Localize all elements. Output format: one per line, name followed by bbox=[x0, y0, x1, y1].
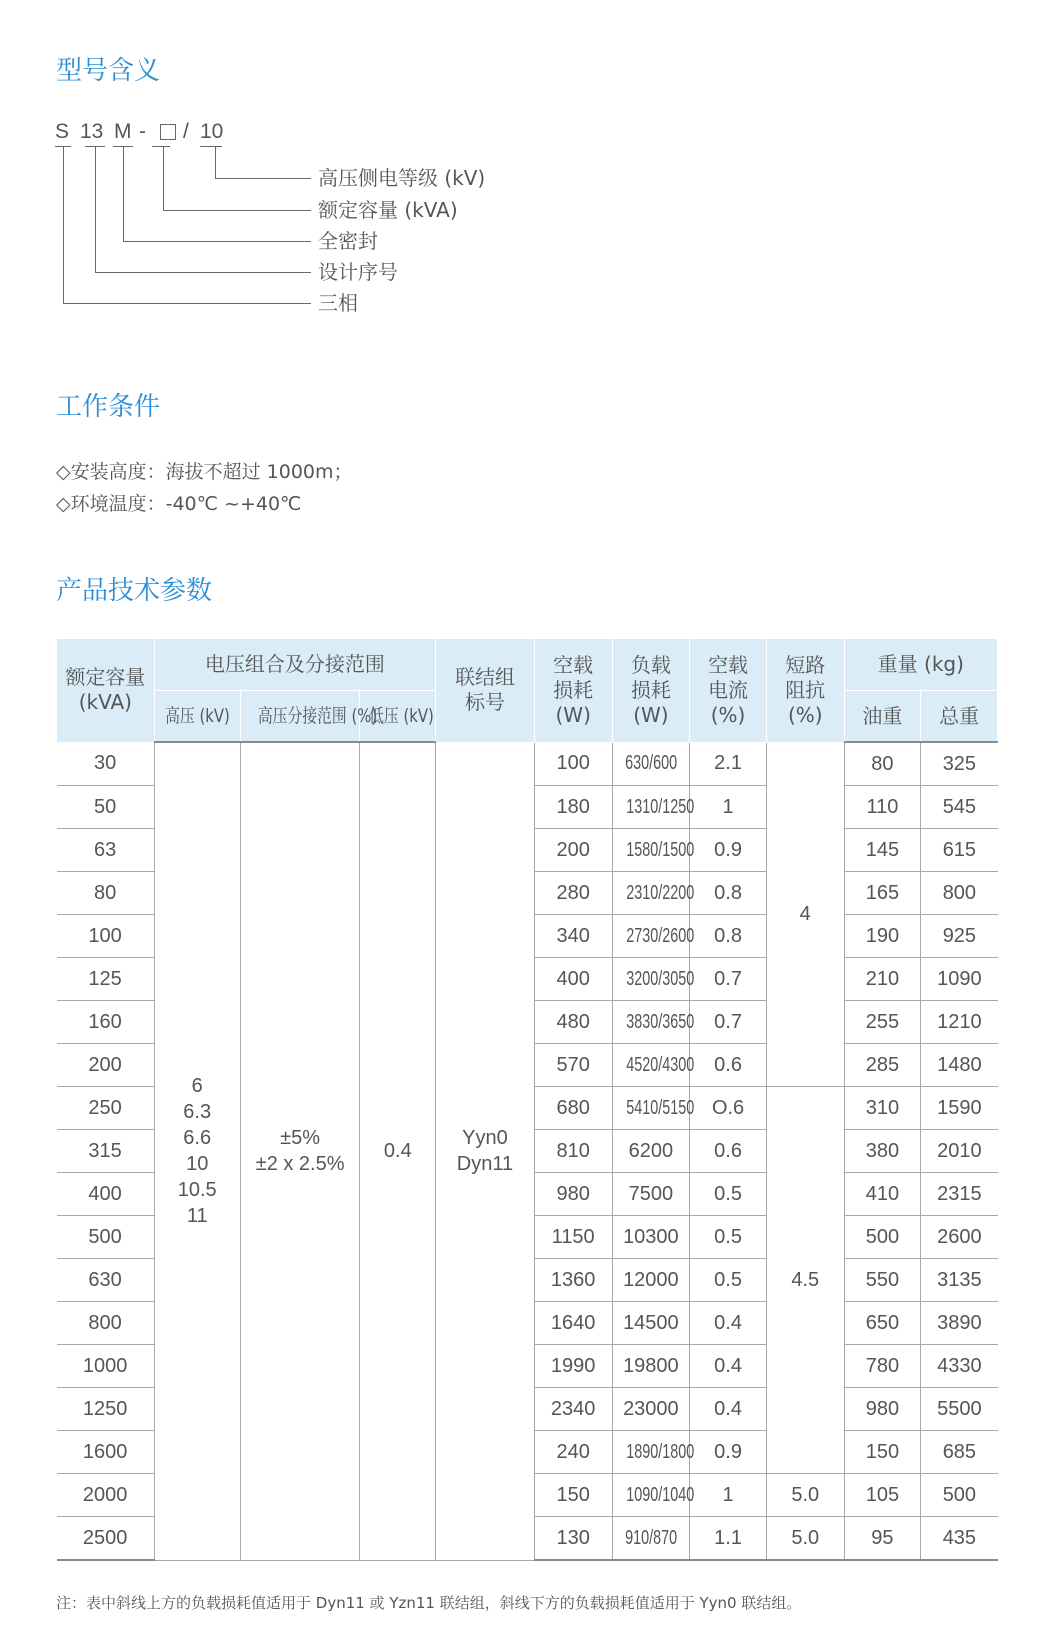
leader-line bbox=[95, 272, 311, 273]
section-title-model-meaning: 型号含义 bbox=[56, 56, 161, 86]
code-s: S bbox=[55, 120, 70, 143]
cell-no-load-loss: 2340 bbox=[534, 1388, 612, 1431]
code-series: 13 bbox=[80, 120, 104, 143]
cell-capacity: 125 bbox=[57, 958, 155, 1001]
cell-oil-weight: 500 bbox=[844, 1216, 921, 1259]
cell-no-load-current: 0.7 bbox=[690, 958, 767, 1001]
cell-no-load-current: 0.5 bbox=[690, 1259, 767, 1302]
header-hv: 高压 (kV) bbox=[154, 691, 240, 743]
cell-no-load-current: 0.8 bbox=[690, 872, 767, 915]
cell-total-weight: 4330 bbox=[921, 1345, 998, 1388]
header-connection: 联结组 标号 bbox=[436, 639, 535, 743]
cell-no-load-current: 1 bbox=[690, 1474, 767, 1517]
leader-line bbox=[63, 146, 64, 303]
leader-line bbox=[215, 178, 311, 179]
cell-total-weight: 1590 bbox=[921, 1087, 998, 1130]
leader-line bbox=[63, 303, 311, 304]
cell-connection-merged: Yyn0 Dyn11 bbox=[436, 742, 535, 1560]
cell-no-load-current: 1 bbox=[690, 786, 767, 829]
header-lv: 低压 (kV) bbox=[360, 691, 436, 743]
spec-table bbox=[56, 638, 998, 1561]
cell-oil-weight: 110 bbox=[844, 786, 921, 829]
cell-total-weight: 800 bbox=[921, 872, 998, 915]
header-total-weight: 总重 bbox=[921, 691, 998, 743]
cell-no-load-loss: 810 bbox=[534, 1130, 612, 1173]
cell-no-load-current: 0.5 bbox=[690, 1216, 767, 1259]
cell-no-load-loss: 180 bbox=[534, 786, 612, 829]
cell-load-loss: 7500 bbox=[612, 1173, 690, 1216]
cell-impedance-merged: 4.5 bbox=[766, 1087, 844, 1474]
cell-no-load-current: 0.6 bbox=[690, 1130, 767, 1173]
cell-capacity: 500 bbox=[57, 1216, 155, 1259]
cell-no-load-loss: 1150 bbox=[534, 1216, 612, 1259]
cell-capacity: 50 bbox=[57, 786, 155, 829]
cell-oil-weight: 980 bbox=[844, 1388, 921, 1431]
cell-capacity: 400 bbox=[57, 1173, 155, 1216]
cell-no-load-current: 0.6 bbox=[690, 1044, 767, 1087]
cell-capacity: 1000 bbox=[57, 1345, 155, 1388]
cell-oil-weight: 650 bbox=[844, 1302, 921, 1345]
cell-capacity: 800 bbox=[57, 1302, 155, 1345]
code-dash: - bbox=[139, 120, 146, 143]
cell-no-load-current: 1.1 bbox=[690, 1517, 767, 1561]
cell-capacity: 80 bbox=[57, 872, 155, 915]
header-capacity: 额定容量 (kVA) bbox=[57, 639, 155, 743]
leader-line bbox=[215, 146, 216, 178]
cell-capacity: 30 bbox=[57, 742, 155, 786]
cell-no-load-loss: 1360 bbox=[534, 1259, 612, 1302]
cell-total-weight: 5500 bbox=[921, 1388, 998, 1431]
legend-three-phase: 三相 bbox=[318, 291, 358, 315]
cell-oil-weight: 165 bbox=[844, 872, 921, 915]
cell-total-weight: 3890 bbox=[921, 1302, 998, 1345]
code-m: M bbox=[114, 120, 132, 143]
cell-tap-merged: ±5% ±2 x 2.5% bbox=[240, 742, 360, 1560]
cell-total-weight: 435 bbox=[921, 1517, 998, 1561]
cell-capacity: 100 bbox=[57, 915, 155, 958]
cell-oil-weight: 145 bbox=[844, 829, 921, 872]
cell-no-load-loss: 980 bbox=[534, 1173, 612, 1216]
cell-total-weight: 1480 bbox=[921, 1044, 998, 1087]
cell-no-load-loss: 100 bbox=[534, 742, 612, 786]
legend-fully-sealed: 全密封 bbox=[318, 229, 378, 253]
cell-oil-weight: 285 bbox=[844, 1044, 921, 1087]
cell-lv-merged: 0.4 bbox=[360, 742, 436, 1560]
cell-oil-weight: 210 bbox=[844, 958, 921, 1001]
cell-no-load-loss: 1640 bbox=[534, 1302, 612, 1345]
cell-load-loss: 23000 bbox=[612, 1388, 690, 1431]
cell-oil-weight: 550 bbox=[844, 1259, 921, 1302]
table-row bbox=[57, 742, 998, 786]
cell-capacity: 200 bbox=[57, 1044, 155, 1087]
cell-total-weight: 325 bbox=[921, 742, 998, 786]
cell-load-loss: 14500 bbox=[612, 1302, 690, 1345]
cell-no-load-current: 0.9 bbox=[690, 829, 767, 872]
header-impedance: 短路 阻抗 (%) bbox=[766, 639, 844, 743]
leader-line bbox=[123, 146, 124, 241]
cell-no-load-current: 0.4 bbox=[690, 1302, 767, 1345]
cell-no-load-current: 2.1 bbox=[690, 742, 767, 786]
underline bbox=[152, 146, 170, 147]
cell-capacity: 1600 bbox=[57, 1431, 155, 1474]
cell-load-loss: 5410/5150 bbox=[612, 1087, 690, 1130]
header-no-load-loss: 空载 损耗 (W) bbox=[534, 639, 612, 743]
cell-capacity: 2000 bbox=[57, 1474, 155, 1517]
cell-hv-merged: 6 6.3 6.6 10 10.5 11 bbox=[154, 742, 240, 1560]
header-no-load-current: 空载 电流 (%) bbox=[690, 639, 767, 743]
cell-capacity: 160 bbox=[57, 1001, 155, 1044]
cell-no-load-current: 0.5 bbox=[690, 1173, 767, 1216]
section-title-technical-params: 产品技术参数 bbox=[56, 576, 213, 606]
cell-load-loss: 19800 bbox=[612, 1345, 690, 1388]
legend-design-serial: 设计序号 bbox=[318, 260, 398, 284]
cell-total-weight: 545 bbox=[921, 786, 998, 829]
cell-load-loss: 630/600 bbox=[612, 742, 690, 786]
section-title-working-conditions: 工作条件 bbox=[56, 392, 161, 422]
cell-no-load-loss: 480 bbox=[534, 1001, 612, 1044]
cell-total-weight: 925 bbox=[921, 915, 998, 958]
header-tap-range: 高压分接范围 (%) bbox=[240, 691, 360, 743]
header-voltage-group: 电压组合及分接范围 bbox=[154, 639, 435, 691]
cell-no-load-loss: 150 bbox=[534, 1474, 612, 1517]
cell-no-load-loss: 680 bbox=[534, 1087, 612, 1130]
leader-line bbox=[163, 210, 311, 211]
cell-capacity: 250 bbox=[57, 1087, 155, 1130]
cell-load-loss: 3200/3050 bbox=[612, 958, 690, 1001]
cell-oil-weight: 190 bbox=[844, 915, 921, 958]
cell-no-load-loss: 200 bbox=[534, 829, 612, 872]
cell-oil-weight: 310 bbox=[844, 1087, 921, 1130]
header-load-loss: 负载 损耗 (W) bbox=[612, 639, 690, 743]
cell-load-loss: 12000 bbox=[612, 1259, 690, 1302]
underline bbox=[200, 146, 222, 147]
cell-total-weight: 1090 bbox=[921, 958, 998, 1001]
cell-load-loss: 2730/2600 bbox=[612, 915, 690, 958]
cell-impedance: 5.0 bbox=[766, 1517, 844, 1561]
cell-capacity: 630 bbox=[57, 1259, 155, 1302]
header-oil-weight: 油重 bbox=[844, 691, 921, 743]
cell-no-load-loss: 130 bbox=[534, 1517, 612, 1561]
cell-no-load-current: 0.4 bbox=[690, 1388, 767, 1431]
cell-capacity: 315 bbox=[57, 1130, 155, 1173]
cell-total-weight: 1210 bbox=[921, 1001, 998, 1044]
cell-total-weight: 685 bbox=[921, 1431, 998, 1474]
cell-total-weight: 3135 bbox=[921, 1259, 998, 1302]
cell-total-weight: 2600 bbox=[921, 1216, 998, 1259]
cell-capacity: 63 bbox=[57, 829, 155, 872]
cell-oil-weight: 255 bbox=[844, 1001, 921, 1044]
cell-total-weight: 2010 bbox=[921, 1130, 998, 1173]
cell-impedance: 5.0 bbox=[766, 1474, 844, 1517]
cell-no-load-current: 0.9 bbox=[690, 1431, 767, 1474]
table-footnote: 注：表中斜线上方的负载损耗值适用于 Dyn11 或 Yzn11 联结组，斜线下方的负载损耗值适用于 Yyn0 联结组。 bbox=[56, 1594, 802, 1612]
cell-no-load-loss: 280 bbox=[534, 872, 612, 915]
cell-oil-weight: 410 bbox=[844, 1173, 921, 1216]
cell-impedance-merged: 4 bbox=[766, 742, 844, 1087]
cell-load-loss: 10300 bbox=[612, 1216, 690, 1259]
leader-line bbox=[163, 146, 164, 210]
cell-no-load-current: 0.8 bbox=[690, 915, 767, 958]
cell-load-loss: 1090/1040 bbox=[612, 1474, 690, 1517]
cell-load-loss: 1890/1800 bbox=[612, 1431, 690, 1474]
code-voltage: 10 bbox=[200, 120, 224, 143]
cell-no-load-loss: 340 bbox=[534, 915, 612, 958]
cell-oil-weight: 780 bbox=[844, 1345, 921, 1388]
condition-altitude: ◇安装高度：海拔不超过 1000m； bbox=[56, 461, 353, 483]
cell-oil-weight: 150 bbox=[844, 1431, 921, 1474]
cell-no-load-loss: 1990 bbox=[534, 1345, 612, 1388]
cell-oil-weight: 95 bbox=[844, 1517, 921, 1561]
cell-load-loss: 6200 bbox=[612, 1130, 690, 1173]
cell-no-load-loss: 400 bbox=[534, 958, 612, 1001]
cell-total-weight: 2315 bbox=[921, 1173, 998, 1216]
capacity-placeholder-box bbox=[160, 124, 176, 140]
legend-hv-voltage-class: 高压侧电等级 (kV) bbox=[318, 166, 486, 190]
cell-capacity: 1250 bbox=[57, 1388, 155, 1431]
cell-load-loss: 3830/3650 bbox=[612, 1001, 690, 1044]
legend-rated-capacity: 额定容量 (kVA) bbox=[318, 198, 458, 222]
cell-oil-weight: 105 bbox=[844, 1474, 921, 1517]
cell-no-load-current: 0.7 bbox=[690, 1001, 767, 1044]
cell-load-loss: 910/870 bbox=[612, 1517, 690, 1561]
cell-load-loss: 2310/2200 bbox=[612, 872, 690, 915]
header-weight: 重量 (kg) bbox=[844, 639, 997, 691]
leader-line bbox=[123, 241, 311, 242]
cell-no-load-loss: 570 bbox=[534, 1044, 612, 1087]
code-slash: / bbox=[183, 120, 189, 143]
cell-no-load-loss: 240 bbox=[534, 1431, 612, 1474]
cell-total-weight: 615 bbox=[921, 829, 998, 872]
cell-oil-weight: 80 bbox=[844, 742, 921, 786]
cell-no-load-current: 0.4 bbox=[690, 1345, 767, 1388]
cell-load-loss: 4520/4300 bbox=[612, 1044, 690, 1087]
cell-no-load-current: O.6 bbox=[690, 1087, 767, 1130]
condition-temperature: ◇环境温度：-40℃ ~+40℃ bbox=[56, 493, 302, 515]
cell-capacity: 2500 bbox=[57, 1517, 155, 1561]
cell-load-loss: 1310/1250 bbox=[612, 786, 690, 829]
cell-load-loss: 1580/1500 bbox=[612, 829, 690, 872]
cell-oil-weight: 380 bbox=[844, 1130, 921, 1173]
cell-total-weight: 500 bbox=[921, 1474, 998, 1517]
table-header-row bbox=[57, 639, 998, 691]
leader-line bbox=[95, 146, 96, 272]
